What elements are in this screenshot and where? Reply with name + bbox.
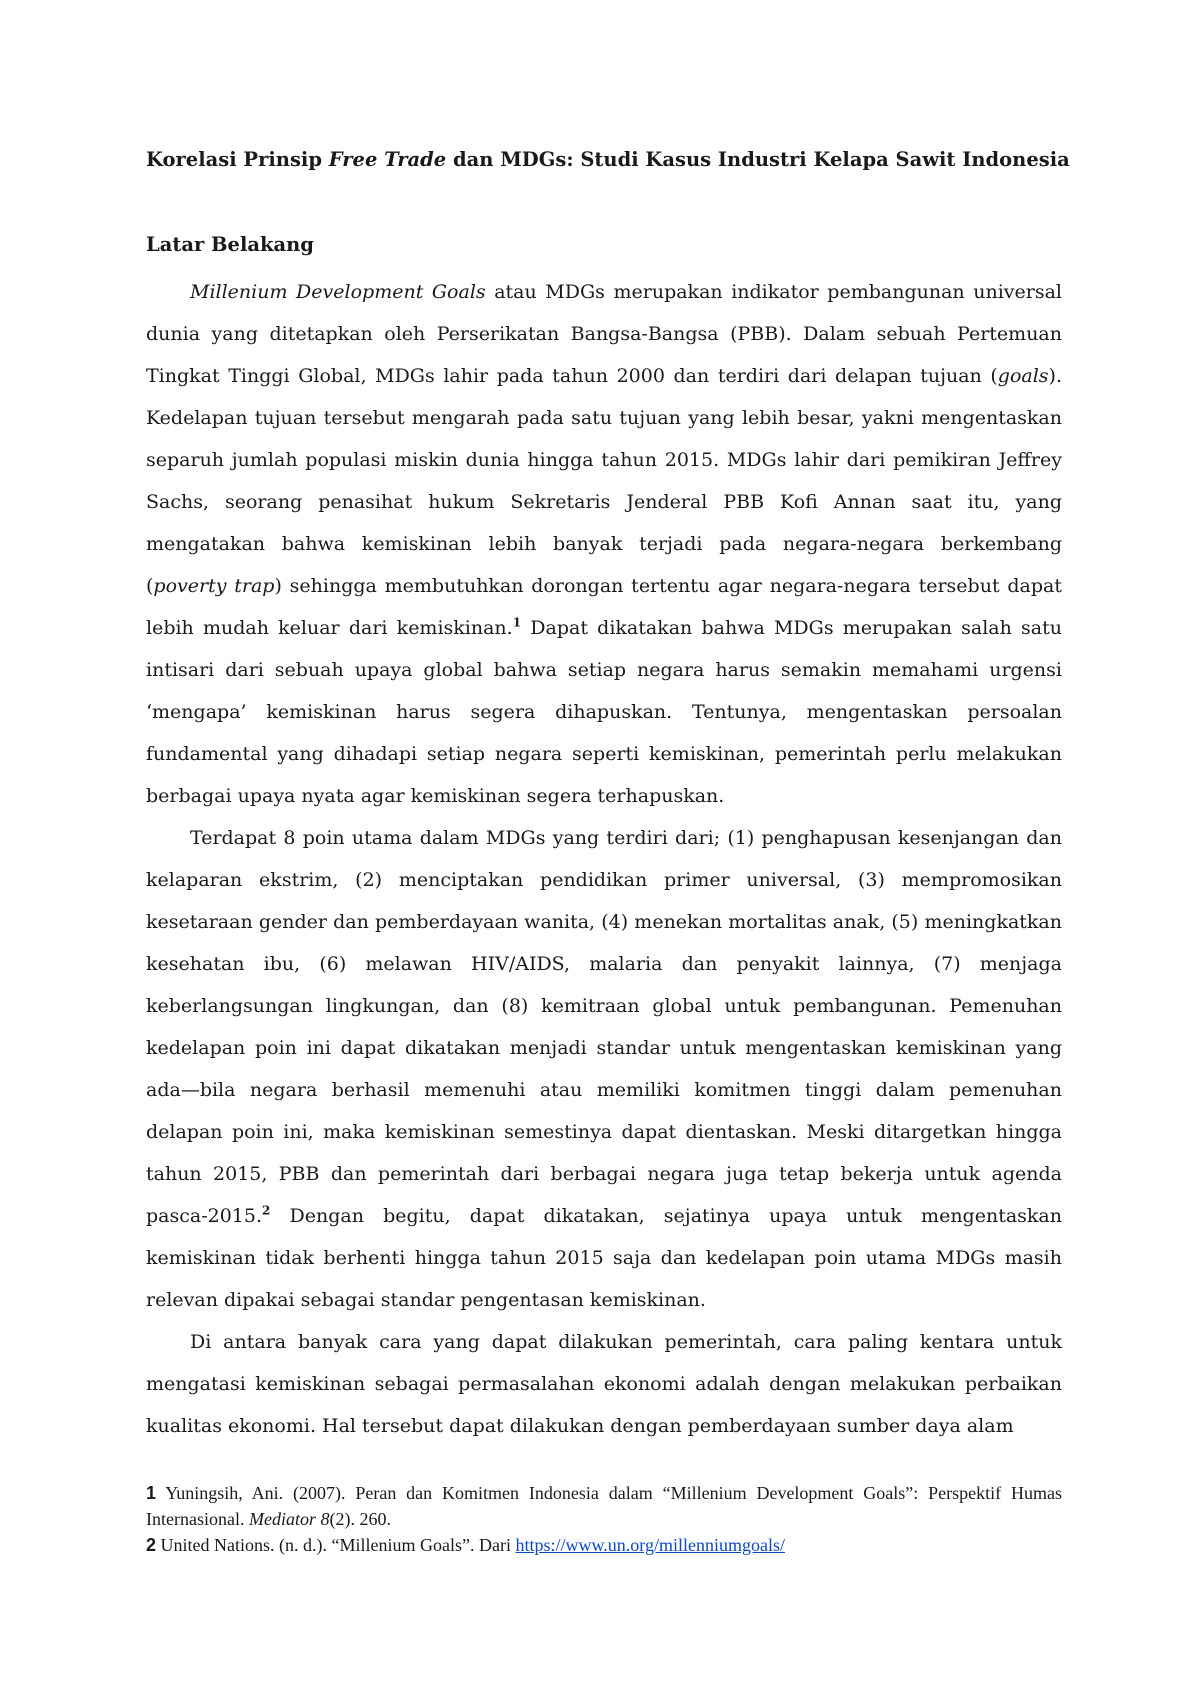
p1-text-d: Dapat dikatakan bahwa MDGs merupakan salah satu intisari dari sebuah upaya global bahwa setiap negara harus semakin memahami urgensi ‘mengapa’ kemiskinan harus segera dihapuskan. Tentunya, mengentaskan persoalan fundamental yang dihadapi setiap negara seperti kemiskinan, pemerintah perlu melakukan berbagai upaya nyata agar kemiskinan segera terhapuskan. (146, 617, 1062, 807)
document-title (146, 146, 1070, 174)
footnote-ref-2[interactable]: 2 (262, 1203, 271, 1218)
footnote-1-text-a: Yuningsih, Ani. (2007). Peran dan Komitmen Indonesia dalam “Millenium Development Goals”: Perspektif Humas Internasional. (146, 1483, 1062, 1529)
footnote-ref-1[interactable]: 1 (512, 615, 522, 630)
p2-text-a: Terdapat 8 poin utama dalam MDGs yang terdiri dari; (1) penghapusan kesenjangan dan kelaparan ekstrim, (2) menciptakan pendidikan primer universal, (3) mempromosikan kesetaraan gender dan pemberdayaan wanita, (4) menekan mortalitas anak, (5) meningkatkan kesehatan ibu, (6) melawan HIV/AIDS, malaria dan penyakit lainnya, (7) menjaga keberlangsungan lingkungan, dan (8) kemitraan global untuk pembangunan. Pemenuhan kedelapan poin ini dapat dikatakan menjadi standar untuk mengentaskan kemiskinan yang ada—bila negara berhasil memenuhi atau memiliki komitmen tinggi dalam pemenuhan delapan poin ini, maka kemiskinan semestinya dapat dientaskan. Meski ditargetkan hingga tahun 2015, PBB dan pemerintah dari berbagai negara juga tetap bekerja untuk agenda pasca-2015. (146, 827, 1062, 1227)
p1-text-c: ) sehingga membutuhkan dorongan tertentu agar negara-negara tersebut dapat lebih mudah keluar dari kemiskinan. (146, 575, 1062, 639)
footnote-1-number: 1 (146, 1483, 157, 1503)
footnote-2 (146, 1532, 1062, 1558)
footnote-2-number: 2 (146, 1535, 157, 1555)
p1-text-b: ). Kedelapan tujuan tersebut mengarah pada satu tujuan yang lebih besar, yakni mengentaskan separuh jumlah populasi miskin dunia hingga tahun 2015. MDGs lahir dari pemikiran Jeffrey Sachs, seorang penasihat hukum Sekretaris Jenderal PBB Kofi Annan saat itu, yang mengatakan bahwa kemiskinan lebih banyak terjadi pada negara-negara berkembang ( (146, 365, 1062, 597)
footnote-1-italic: Mediator 8 (248, 1509, 330, 1529)
p3-text: Di antara banyak cara yang dapat dilakukan pemerintah, cara paling kentara untuk mengatasi kemiskinan sebagai permasalahan ekonomi adalah dengan melakukan perbaikan kualitas ekonomi. Hal tersebut dapat dilakukan dengan pemberdayaan sumber daya alam (146, 1331, 1062, 1437)
paragraph-2 (146, 817, 1062, 1321)
p1-italic-goals: goals (997, 365, 1049, 387)
title-part-1: Korelasi Prinsip (146, 148, 329, 171)
footnotes (146, 1480, 1062, 1558)
footnote-1 (146, 1480, 1062, 1532)
title-part-2: dan MDGs: Studi Kasus Industri Kelapa Sawit Indonesia (446, 148, 1070, 171)
paragraph-1 (146, 271, 1062, 817)
p1-italic-lead: Millenium Development Goals (190, 281, 486, 303)
footnote-2-link[interactable]: https://www.un.org/millenniumgoals/ (515, 1535, 785, 1555)
p2-text-b: Dengan begitu, dapat dikatakan, sejatinya upaya untuk mengentaskan kemiskinan tidak berhenti hingga tahun 2015 saja dan kedelapan poin utama MDGs masih relevan dipakai sebagai standar pengentasan kemiskinan. (146, 1205, 1062, 1311)
p1-italic-poverty-trap: poverty trap (153, 575, 275, 597)
section-heading: Latar Belakang (146, 233, 314, 256)
footnote-1-text-b: (2). 260. (329, 1509, 391, 1529)
footnote-2-text-a: United Nations. (n. d.). “Millenium Goals”. Dari (156, 1535, 516, 1555)
body-text (146, 271, 1062, 1447)
title-italic-free-trade: Free Trade (328, 148, 447, 171)
paragraph-3 (146, 1321, 1062, 1447)
p1-text-a: atau MDGs merupakan indikator pembangunan universal dunia yang ditetapkan oleh Perserikatan Bangsa-Bangsa (PBB). Dalam sebuah Pertemuan Tingkat Tinggi Global, MDGs lahir pada tahun 2000 dan terdiri dari delapan tujuan ( (146, 281, 1062, 387)
